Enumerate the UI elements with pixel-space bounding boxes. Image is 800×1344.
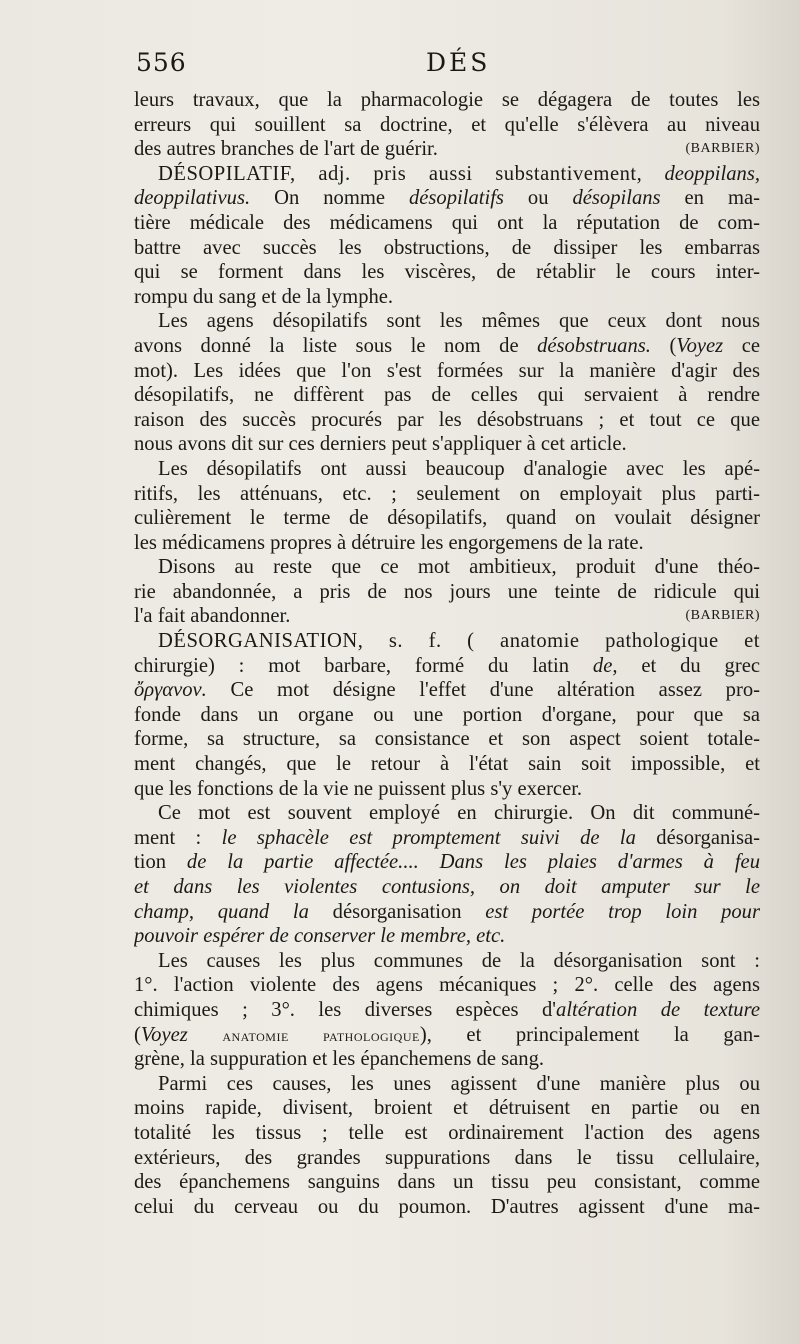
- author-signature: (BARBIER): [685, 608, 760, 624]
- text-line: ment changés, que le retour à l'état sain soit impossible, et: [134, 753, 760, 776]
- running-head: DÉS: [426, 48, 491, 77]
- text-line: désopilatifs, ne diffèrent pas de celles qui servaient à rendre: [134, 384, 760, 407]
- text-line: culièrement le terme de désopilatifs, quand on voulait désigner: [134, 507, 760, 530]
- text-line: Les désopilatifs ont aussi beaucoup d'analogie avec les apé-: [158, 457, 760, 480]
- text-line: Les causes les plus communes de la désorganisation sont :: [158, 949, 760, 972]
- text-line: les médicamens propres à détruire les engorgemens de la rate.: [134, 531, 644, 554]
- text-line: erreurs qui souillent sa doctrine, et qu'elle s'élèvera au niveau: [134, 113, 760, 136]
- text-line: Ce mot est souvent employé en chirurgie. On dit communé-: [158, 802, 760, 825]
- text-line: nous avons dit sur ces derniers peut s'appliquer à cet article.: [134, 433, 627, 456]
- text-line: ritifs, les atténuans, etc. ; seulement on employait plus parti-: [134, 482, 760, 505]
- text-line: rie abandonnée, a pris de nos jours une teinte de ridicule qui: [134, 580, 760, 603]
- body-text: [134, 88, 760, 1219]
- entry-headword: DÉSORGANISATION, s. f. ( anatomie pathologique et: [158, 630, 760, 653]
- text-line: Les agens désopilatifs sont les mêmes que ceux dont nous: [158, 310, 760, 333]
- text-line: champ, quand la désorganisation est portée trop loin pour: [134, 900, 760, 923]
- text-line: forme, sa structure, sa consistance et son aspect soient totale-: [134, 728, 760, 751]
- text-line: battre avec succès les obstructions, de dissiper les embarras: [134, 236, 760, 259]
- text-line: fonde dans un organe ou une portion d'organe, pour que sa: [134, 703, 760, 726]
- text-line: (Voyez anatomie pathologique), et principalement la gan-: [134, 1023, 760, 1046]
- text-line: 1°. l'action violente des agens mécaniques ; 2°. celle des agens: [134, 974, 760, 997]
- text-line: des autres branches de l'art de guérir. (BARBIER): [134, 138, 760, 161]
- text-line: ment : le sphacèle est promptement suivi de la désorganisa-: [134, 826, 760, 849]
- text-line: des épanchemens sanguins dans un tissu peu consistant, comme: [134, 1171, 760, 1194]
- text-line: extérieurs, des grandes suppurations dans le tissu cellulaire,: [134, 1146, 760, 1169]
- text-line: leurs travaux, que la pharmacologie se dégagera de toutes les: [134, 89, 760, 111]
- text-line: chimiques ; 3°. les diverses espèces d'altération de texture: [134, 998, 760, 1021]
- text-line: totalité les tissus ; telle est ordinairement l'action des agens: [134, 1121, 760, 1144]
- entry-headword: DÉSOPILATIF, adj. pris aussi substantivement,: [158, 162, 643, 185]
- text-line: raison des succès procurés par les désobstruans ; et tout ce que: [134, 408, 760, 431]
- text-line: deoppilativus. On nomme désopilatifs ou désopilans en ma-: [134, 187, 760, 210]
- text-line: qui se forment dans les viscères, de rétablir le cours inter-: [134, 261, 760, 284]
- text-line: grène, la suppuration et les épanchemens de sang.: [134, 1048, 545, 1071]
- text-line: mot). Les idées que l'on s'est formées sur la manière d'agir des: [134, 359, 760, 382]
- text-line: tion de la partie affectée.... Dans les plaies d'armes à feu: [134, 851, 760, 874]
- text-line: pouvoir espérer de conserver le membre, etc.: [134, 925, 506, 948]
- text-line: l'a fait abandonner. (BARBIER): [134, 605, 760, 628]
- text-line: Disons au reste que ce mot ambitieux, produit d'une théo-: [158, 556, 760, 579]
- entry-heading-line: DÉSOPILATIF, adj. pris aussi substantivement, deoppilans,: [158, 162, 760, 185]
- page-header: [136, 48, 760, 82]
- entry-heading-line: [134, 629, 760, 654]
- text-line: chirurgie) : mot barbare, formé du latin de, et du grec: [134, 654, 760, 677]
- author-signature: (BARBIER): [685, 141, 760, 157]
- page-number: 556: [136, 48, 187, 77]
- text-line: que les fonctions de la vie ne puissent plus s'y exercer.: [134, 777, 583, 800]
- text-line: tière médicale des médicamens qui ont la réputation de com-: [134, 211, 760, 234]
- text-line: et dans les violentes contusions, on doit amputer sur le: [134, 876, 760, 898]
- text-line: rompu du sang et de la lymphe.: [134, 285, 394, 308]
- text-line: Parmi ces causes, les unes agissent d'une manière plus ou: [158, 1072, 760, 1095]
- text-line: celui du cerveau ou du poumon. D'autres agissent d'une ma-: [134, 1195, 760, 1218]
- text-line: avons donné la liste sous le nom de désobstruans. (Voyez ce: [134, 334, 760, 357]
- text-line: ὄργανον. Ce mot désigne l'effet d'une altération assez pro-: [134, 679, 760, 702]
- text-line: moins rapide, divisent, broient et détruisent en partie ou en: [134, 1097, 760, 1120]
